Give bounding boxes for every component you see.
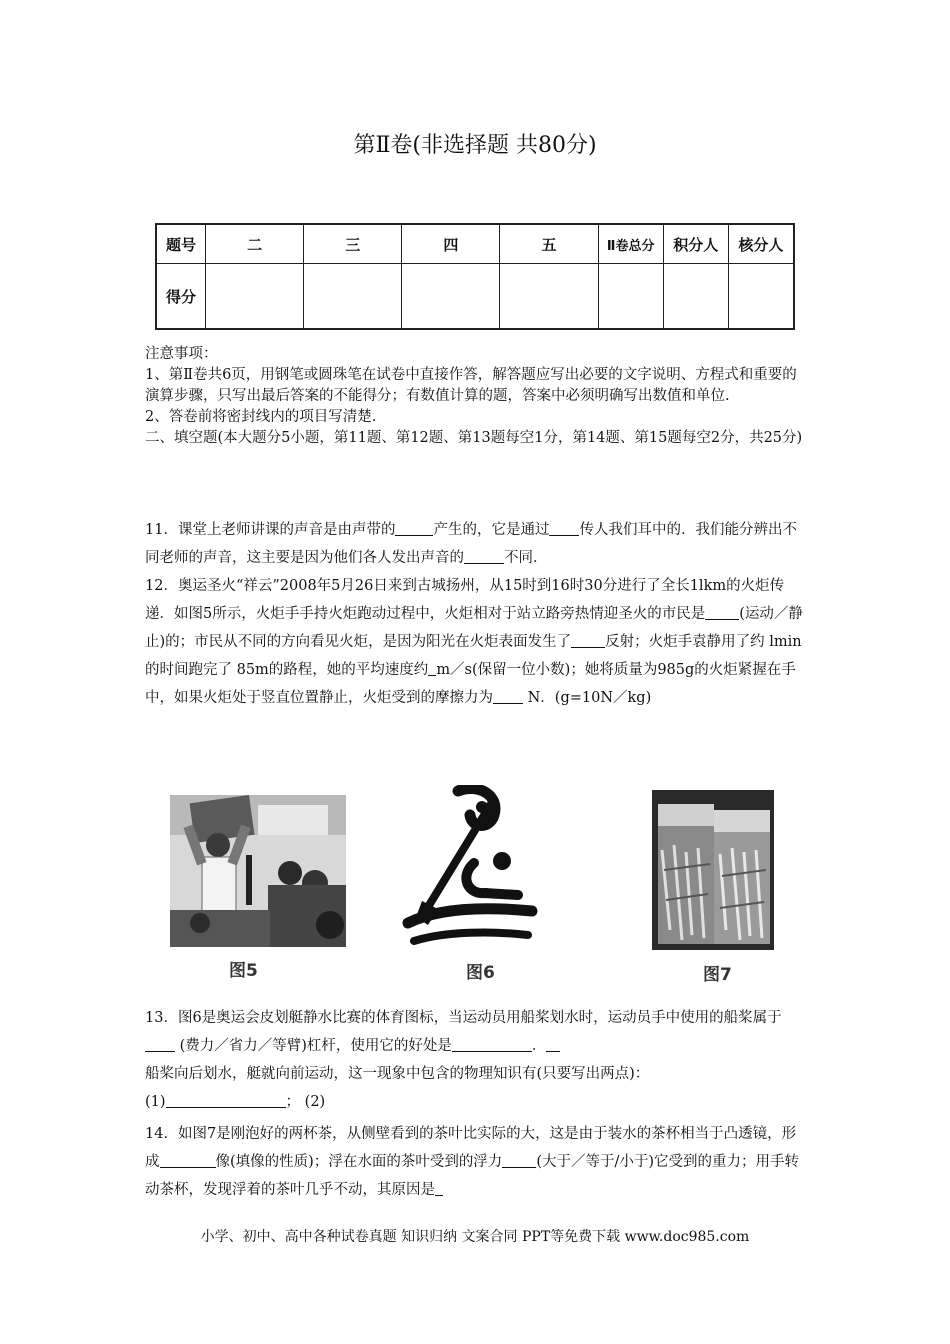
header-question-number: 题号 (156, 224, 206, 264)
figure-6-caption: 图6 (466, 963, 495, 983)
section-heading: 二、填空题(本大题分5小题，第11题、第12题、第13题每空1分，第14题、第15题每空2分，共25分) (145, 430, 803, 446)
figure-6-canoe-icon (400, 785, 540, 945)
q12-text-a: 12．奥运圣火“祥云”2008年5月26日来到古城扬州，从15时到16时30分进行了全长1lkm的火炬传递．如图5所示，火炬手手持火炬跑动过程中，火炬相对于站立路旁热情迎圣火的市民是 (145, 578, 785, 622)
q14-text-a: 14．如图7是刚泡好的两杯茶，从侧壁看到的茶叶比实际的大，这是由于装水的茶杯相当于凸透镜，形成 (145, 1126, 797, 1170)
notes-item-1: 1、第Ⅱ卷共6页，用钢笔或圆珠笔在试卷中直接作答，解答题应写出必要的文字说明、方程式和重要的演算步骤，只写出最后答案的不能得分；有数值计算的题，答案中必须明确写出数值和单位. (145, 367, 797, 404)
figure-5-photo (170, 795, 346, 947)
question-11 (145, 516, 810, 572)
q11-blank-2[interactable] (549, 521, 579, 536)
figure-7-caption: 图7 (703, 965, 732, 985)
q12-blank-4[interactable] (493, 689, 523, 704)
q12-blank-1[interactable] (705, 605, 739, 620)
q11-blank-1[interactable] (395, 521, 433, 536)
question-12 (145, 572, 810, 712)
q11-text-c: 传人我们耳中的．我们能分辨出不同老师的声音，这主要是因为他们各人发出声音的 (145, 522, 797, 566)
score-cell-total[interactable] (598, 264, 663, 330)
q13-blank-1[interactable] (145, 1037, 175, 1052)
score-cell-checker[interactable] (728, 264, 794, 330)
q14-blank-3[interactable] (435, 1181, 443, 1196)
figure-7-tea-photo (652, 790, 774, 950)
q13-text-d: 船桨向后划水，艇就向前运动，这一现象中包含的物理知识有(只要写出两点)： (145, 1066, 650, 1082)
q12-text-b: (运动／静止)的；市民从不同的方向看见火炬，是因为阳光在火炬表面发生了 (145, 606, 803, 650)
q12-text-d: m／s(保留一位小数)；她将质量为985g的火炬紧握在手中，如果火炬处于竖直位置静止，火炬受到的摩擦力为 (145, 662, 796, 706)
q13-blank-3[interactable] (166, 1093, 286, 1108)
q12-text-e: N．(g=10N／kg) (523, 690, 652, 706)
score-cell-4[interactable] (402, 264, 500, 330)
q11-text-d: 不同． (504, 550, 548, 566)
header-scorer: 积分人 (663, 224, 728, 264)
q14-blank-1[interactable] (160, 1153, 216, 1168)
q12-text-c: 反射；火炬手袁静用了约 lmin的时间跑完了 85m的路程，她的平均速度约 (145, 634, 802, 678)
q13-text-f: ； (2) (285, 1094, 326, 1110)
q14-blank-2[interactable] (502, 1153, 536, 1168)
score-cell-scorer[interactable] (663, 264, 728, 330)
q13-text-c: ． (531, 1038, 547, 1054)
q11-text-b: 产生的，它是通过 (433, 522, 550, 538)
row-label-score: 得分 (156, 264, 206, 330)
score-cell-2[interactable] (206, 264, 304, 330)
q13-blank-2b[interactable] (546, 1037, 560, 1052)
header-section-3: 三 (304, 224, 402, 264)
notes-block (145, 344, 810, 449)
q14-text-c: (大于／等于/小于)它受到的重力；用手转动茶杯，发现浮着的茶叶几乎不动，其原因是 (145, 1154, 800, 1198)
q14-text-b: 像(填像的性质)；浮在水面的茶叶受到的浮力 (215, 1154, 503, 1170)
q13-text-a: 13．图6是奥运会皮划艇静水比赛的体育图标，当运动员用船桨划水时，运动员手中使用的船桨属于 (145, 1010, 782, 1026)
figure-5-caption: 图5 (229, 961, 258, 981)
header-checker: 核分人 (728, 224, 794, 264)
page-title: 第Ⅱ卷(非选择题 共80分) (353, 133, 597, 158)
score-cell-3[interactable] (304, 264, 402, 330)
q13-text-b: (费力／省力／等臂)杠杆，使用它的好处是 (175, 1038, 452, 1054)
header-total: Ⅱ卷总分 (598, 224, 663, 264)
q12-blank-2[interactable] (571, 633, 605, 648)
q11-blank-3[interactable] (464, 549, 504, 564)
header-section-2: 二 (206, 224, 304, 264)
page-footer: 小学、初中、高中各种试卷真题 知识归纳 文案合同 PPT等免费下载 www.doc985.com (200, 1229, 750, 1245)
q11-text-a: 11．课堂上老师讲课的声音是由声带的 (145, 522, 396, 538)
notes-item-2: 2、答卷前将密封线内的项目写清楚. (145, 409, 377, 425)
score-table-header-row (156, 224, 794, 264)
score-cell-5[interactable] (500, 264, 598, 330)
score-table-score-row (156, 264, 794, 330)
header-section-5: 五 (500, 224, 598, 264)
q13-text-e: (1) (145, 1094, 166, 1110)
notes-heading: 注意事项： (145, 346, 218, 362)
question-14 (145, 1120, 810, 1204)
score-table (155, 223, 795, 330)
q13-blank-2[interactable] (452, 1037, 532, 1052)
question-13 (145, 1004, 810, 1116)
header-section-4: 四 (402, 224, 500, 264)
